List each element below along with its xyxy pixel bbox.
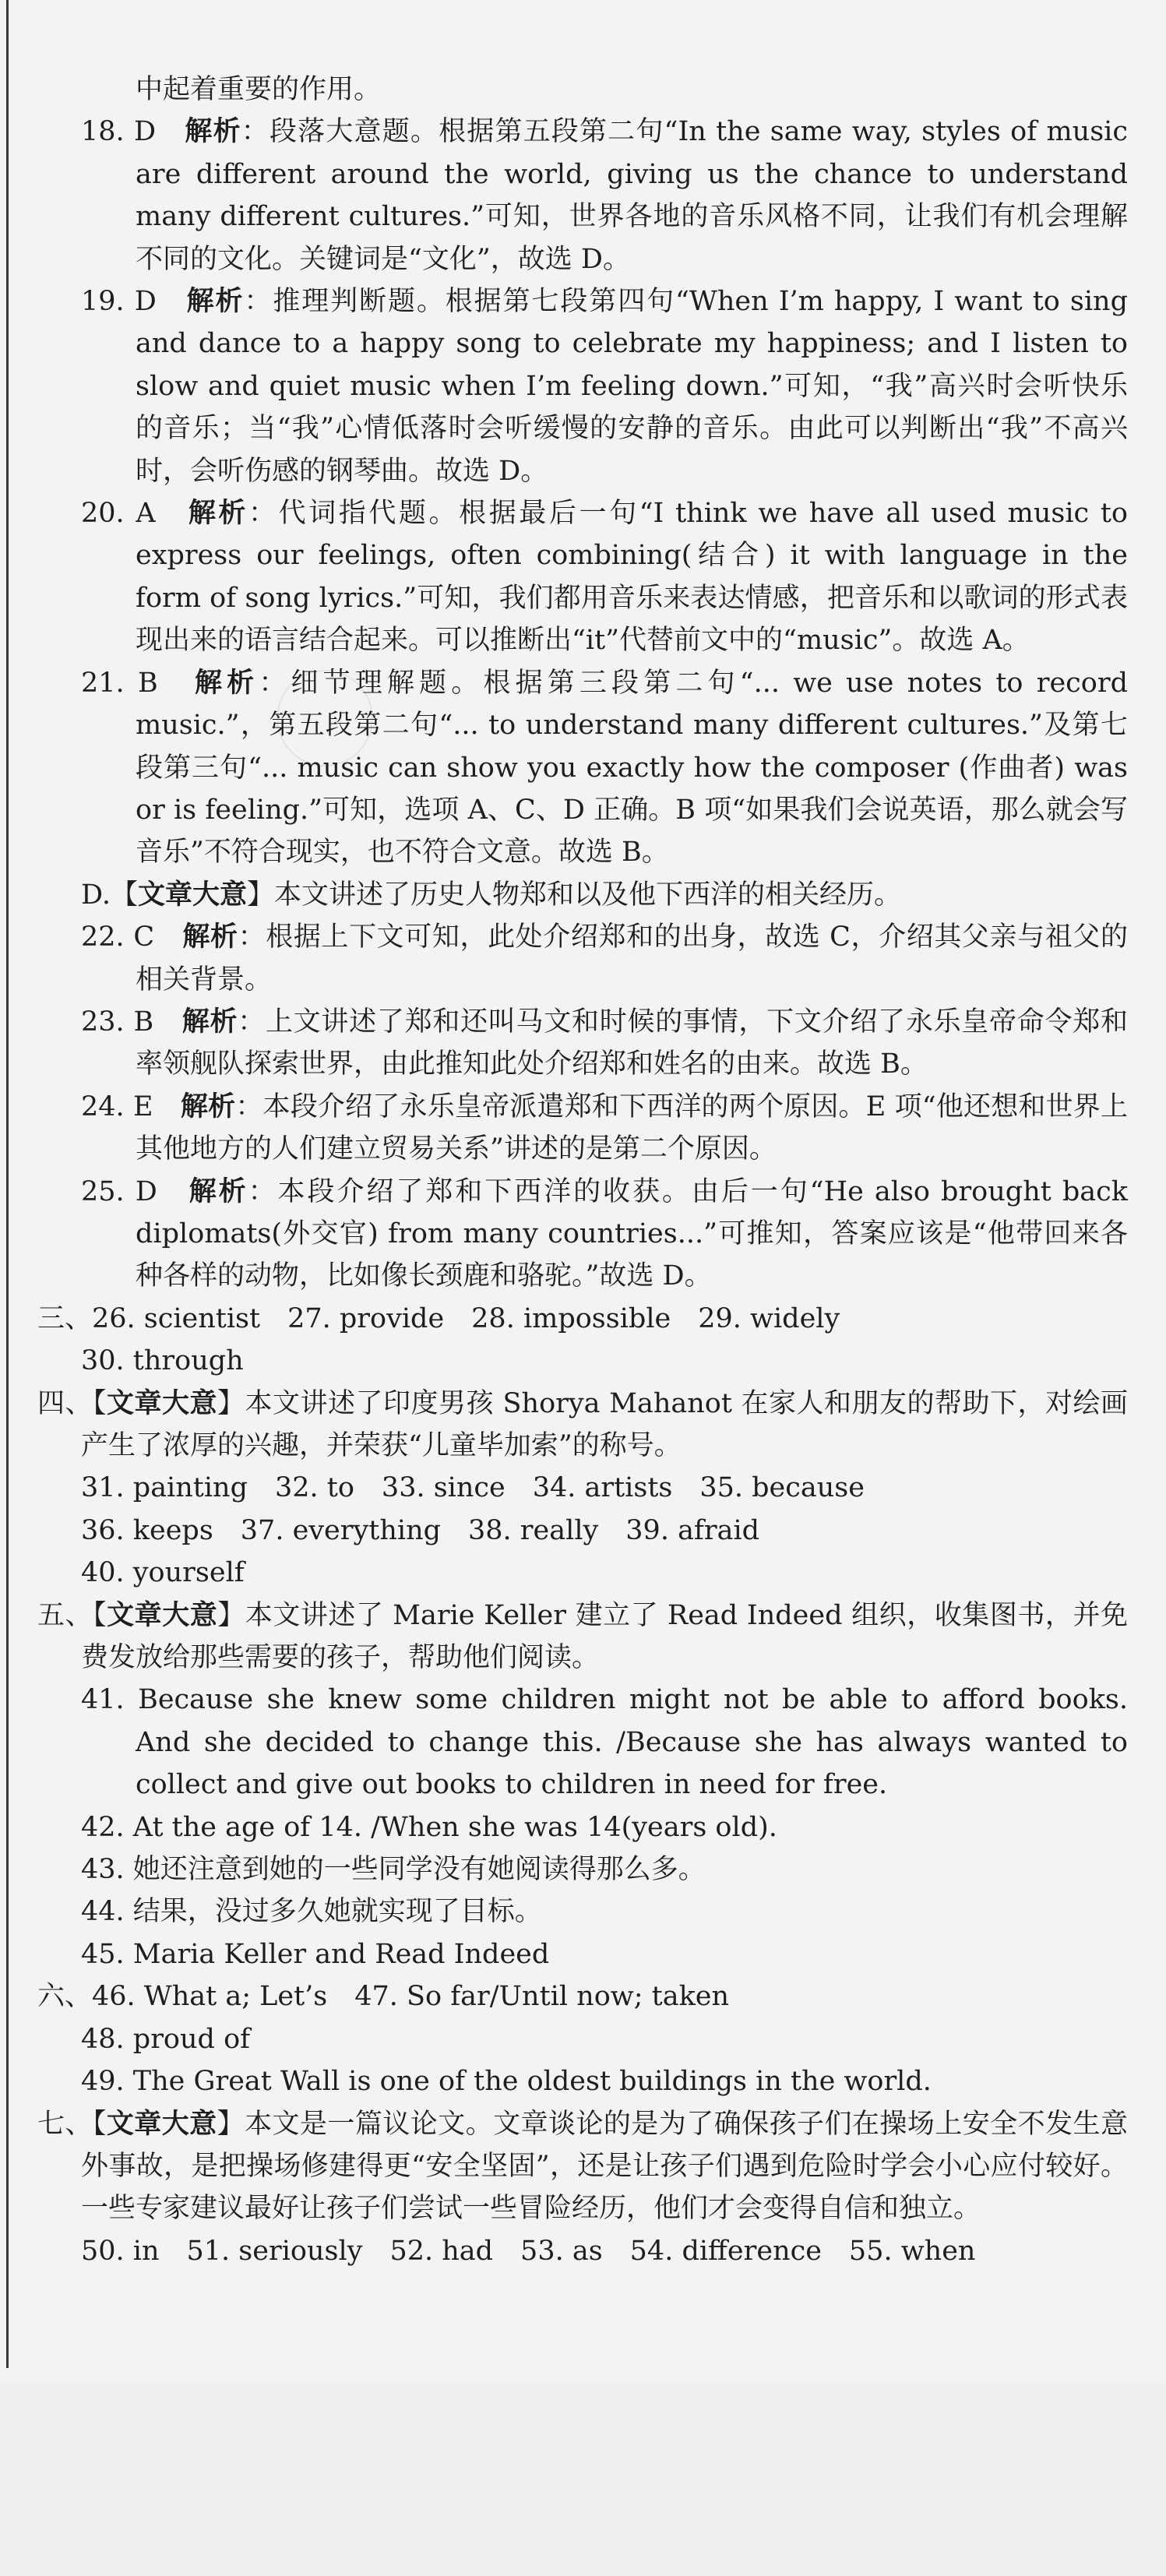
- answer-line: [37, 1891, 1128, 1933]
- answer-text: ：本段介绍了永乐皇帝派遣郑和下西洋的两个原因。E 项“他还想和世界上其他地方的人们建立贸易关系”讲述的是第二个原因。: [136, 1091, 1128, 1165]
- answer-text: 41. Because she knew some children might not be able to afford books. And she decided to change this. /Because she has always wanted to collect and give out books to children in need for free.: [81, 1684, 1128, 1801]
- answer-text: 】本文讲述了历史人物郑和以及他下西洋的相关经历。: [246, 879, 901, 911]
- answer-line: [37, 1086, 1128, 1171]
- answer-text: 22. C: [81, 922, 183, 953]
- answer-text: 21. B: [81, 667, 195, 699]
- answer-text: 42. At the age of 14. /When she was 14(years old).: [81, 1811, 777, 1843]
- blank-footer-area: [0, 2384, 1166, 2576]
- answer-line: [37, 2230, 1128, 2272]
- answer-text: 49. The Great Wall is one of the oldest buildings in the world.: [81, 2066, 932, 2098]
- answer-line: [37, 1552, 1128, 1594]
- answer-text: 中起着重要的作用。: [136, 74, 382, 105]
- answer-text: 18. D: [81, 116, 185, 148]
- label-bold: 文章大意: [106, 2108, 217, 2140]
- answer-text: 31. painting 32. to 33. since 34. artists 35. because: [81, 1472, 865, 1504]
- answer-line: [37, 2018, 1128, 2060]
- margin-rule: [6, 0, 9, 2368]
- answer-line: [37, 1848, 1128, 1891]
- answer-text: 20. A: [81, 498, 188, 530]
- label-bold: 解析: [182, 922, 238, 953]
- answer-line: [37, 1298, 1128, 1340]
- answer-line: [37, 1510, 1128, 1552]
- answer-key-page: [37, 69, 1128, 2272]
- answer-text: ：推理判断题。根据第七段第四句“When I’m happy, I want to sing and dance to a happy song to celebrate my happiness; and I listen to slow and quiet music when I’m feeling down.”可知，“我”高兴时会听快乐的音乐；当“我”心情低落时会听缓慢的安静的音乐。由此可以判断出“我”不高兴时，会听伤感的钢琴曲。故选 D。: [136, 286, 1128, 487]
- answer-line: [37, 1171, 1128, 1298]
- answer-line: [37, 492, 1128, 662]
- answer-line: [37, 2060, 1128, 2102]
- answer-text: 30. through: [81, 1345, 244, 1377]
- answer-text: 36. keeps 37. everything 38. really 39. afraid: [81, 1514, 760, 1546]
- answer-line: [37, 662, 1128, 874]
- answer-text: 25. D: [81, 1175, 189, 1207]
- answer-text: ：上文讲述了郑和还叫马文和时候的事情，下文介绍了永乐皇帝命令郑和率领舰队探索世界，由此推知此处介绍郑和姓名的由来。故选 B。: [136, 1006, 1128, 1080]
- answer-line: [37, 2103, 1128, 2230]
- label-bold: 解析: [188, 1175, 248, 1207]
- answer-line: [37, 874, 1128, 916]
- label-bold: 解析: [194, 667, 259, 699]
- answer-text: 六、46. What a; Let’s 47. So far/Until now; taken: [37, 1981, 730, 2013]
- label-bold: 解析: [185, 116, 241, 148]
- answer-line: [37, 1806, 1128, 1848]
- answer-line: [37, 1975, 1128, 2017]
- answer-text: 三、26. scientist 27. provide 28. impossible 29. widely: [37, 1302, 840, 1334]
- answer-line: [37, 1679, 1128, 1806]
- answer-text: 40. yourself: [81, 1557, 245, 1589]
- answer-line: [37, 1340, 1128, 1382]
- answer-line: [37, 1595, 1128, 1679]
- answer-text: 44. 结果，没过多久她就实现了目标。: [81, 1896, 542, 1928]
- answer-line: [37, 1933, 1128, 1975]
- answer-line: [37, 916, 1128, 1001]
- label-bold: 解析: [186, 286, 245, 318]
- label-bold: 解析: [180, 1091, 236, 1122]
- answer-text: D.【: [81, 879, 138, 911]
- answer-text: 五、【: [37, 1599, 107, 1631]
- answer-text: 23. B: [81, 1006, 182, 1038]
- answer-line: [37, 111, 1128, 280]
- answer-line: [37, 280, 1128, 492]
- answer-text: 43. 她还注意到她的一些同学没有她阅读得那么多。: [81, 1854, 706, 1886]
- answer-line: [37, 69, 1128, 111]
- answer-text: ：根据上下文可知，此处介绍郑和的出身，故选 C，介绍其父亲与祖父的相关背景。: [136, 922, 1128, 996]
- answer-text: 45. Maria Keller and Read Indeed: [81, 1938, 550, 1970]
- answer-line: [37, 1001, 1128, 1086]
- answer-text: 19. D: [81, 286, 187, 318]
- label-bold: 文章大意: [107, 1387, 217, 1419]
- answer-line: [37, 1467, 1128, 1509]
- answer-text: 50. in 51. seriously 52. had 53. as 54. difference 55. when: [81, 2235, 976, 2267]
- answer-text: 48. proud of: [81, 2023, 251, 2055]
- answer-text: 】本文是一篇议论文。文章谈论的是为了确保孩子们在操场上安全不发生意外事故，是把操场修建得更“安全坚固”，还是让孩子们遇到危险时学会小心应付较好。一些专家建议最好让孩子们尝试一些冒险经历，他们才会变得自信和独立。: [81, 2108, 1128, 2225]
- answer-text: 】本文讲述了印度男孩 Shorya Mahanot 在家人和朋友的帮助下，对绘画产生了浓厚的兴趣，并荣获“儿童毕加索”的称号。: [81, 1387, 1128, 1461]
- answer-text: ：段落大意题。根据第五段第二句“In the same way, styles of music are different around the world, giving us the chance to understand many different cultures.”可知，世界各地的音乐风格不同，让我们有机会理解不同的文化。关键词是“文化”，故选 D。: [136, 116, 1128, 275]
- label-bold: 解析: [188, 498, 249, 530]
- answer-text: ：本段介绍了郑和下西洋的收获。由后一句“He also brought back diplomats(外交官) from many countries...”可推知，答案应该是“他带回来各种各样的动物，比如像长颈鹿和骆驼。”故选 D。: [136, 1175, 1128, 1292]
- label-bold: 解析: [181, 1006, 238, 1038]
- answer-text: 七、【: [37, 2108, 107, 2140]
- answer-text: 四、【: [37, 1387, 107, 1419]
- answer-text: 24. E: [81, 1091, 181, 1122]
- answer-line: [37, 1383, 1128, 1468]
- answer-text: ：代词指代题。根据最后一句“I think we have all used music to express our feelings, often combining(结合) it with language in the form of song lyrics.”可知，我们都用音乐来表达情感，把音乐和以歌词的形式表现出来的语言结合起来。可以推断出“it”代替前文中的“music”。故选 A。: [136, 498, 1128, 657]
- answer-text: 】本文讲述了 Marie Keller 建立了 Read Indeed 组织，收集图书，并免费发放给那些需要的孩子，帮助他们阅读。: [81, 1599, 1128, 1674]
- label-bold: 文章大意: [107, 1599, 218, 1631]
- label-bold: 文章大意: [137, 879, 247, 911]
- answer-text: ：细节理解题。根据第三段第二句“... we use notes to record music.”，第五段第二句“... to understand many different cultures.”及第七段第三句“... music can show you exactly how the composer (作曲者) was or is feeling.”可知，选项 A、C、D 正确。B 项“如果我们会说英语，那么就会写音乐”不符合现实，也不符合文意。故选 B。: [136, 667, 1128, 869]
